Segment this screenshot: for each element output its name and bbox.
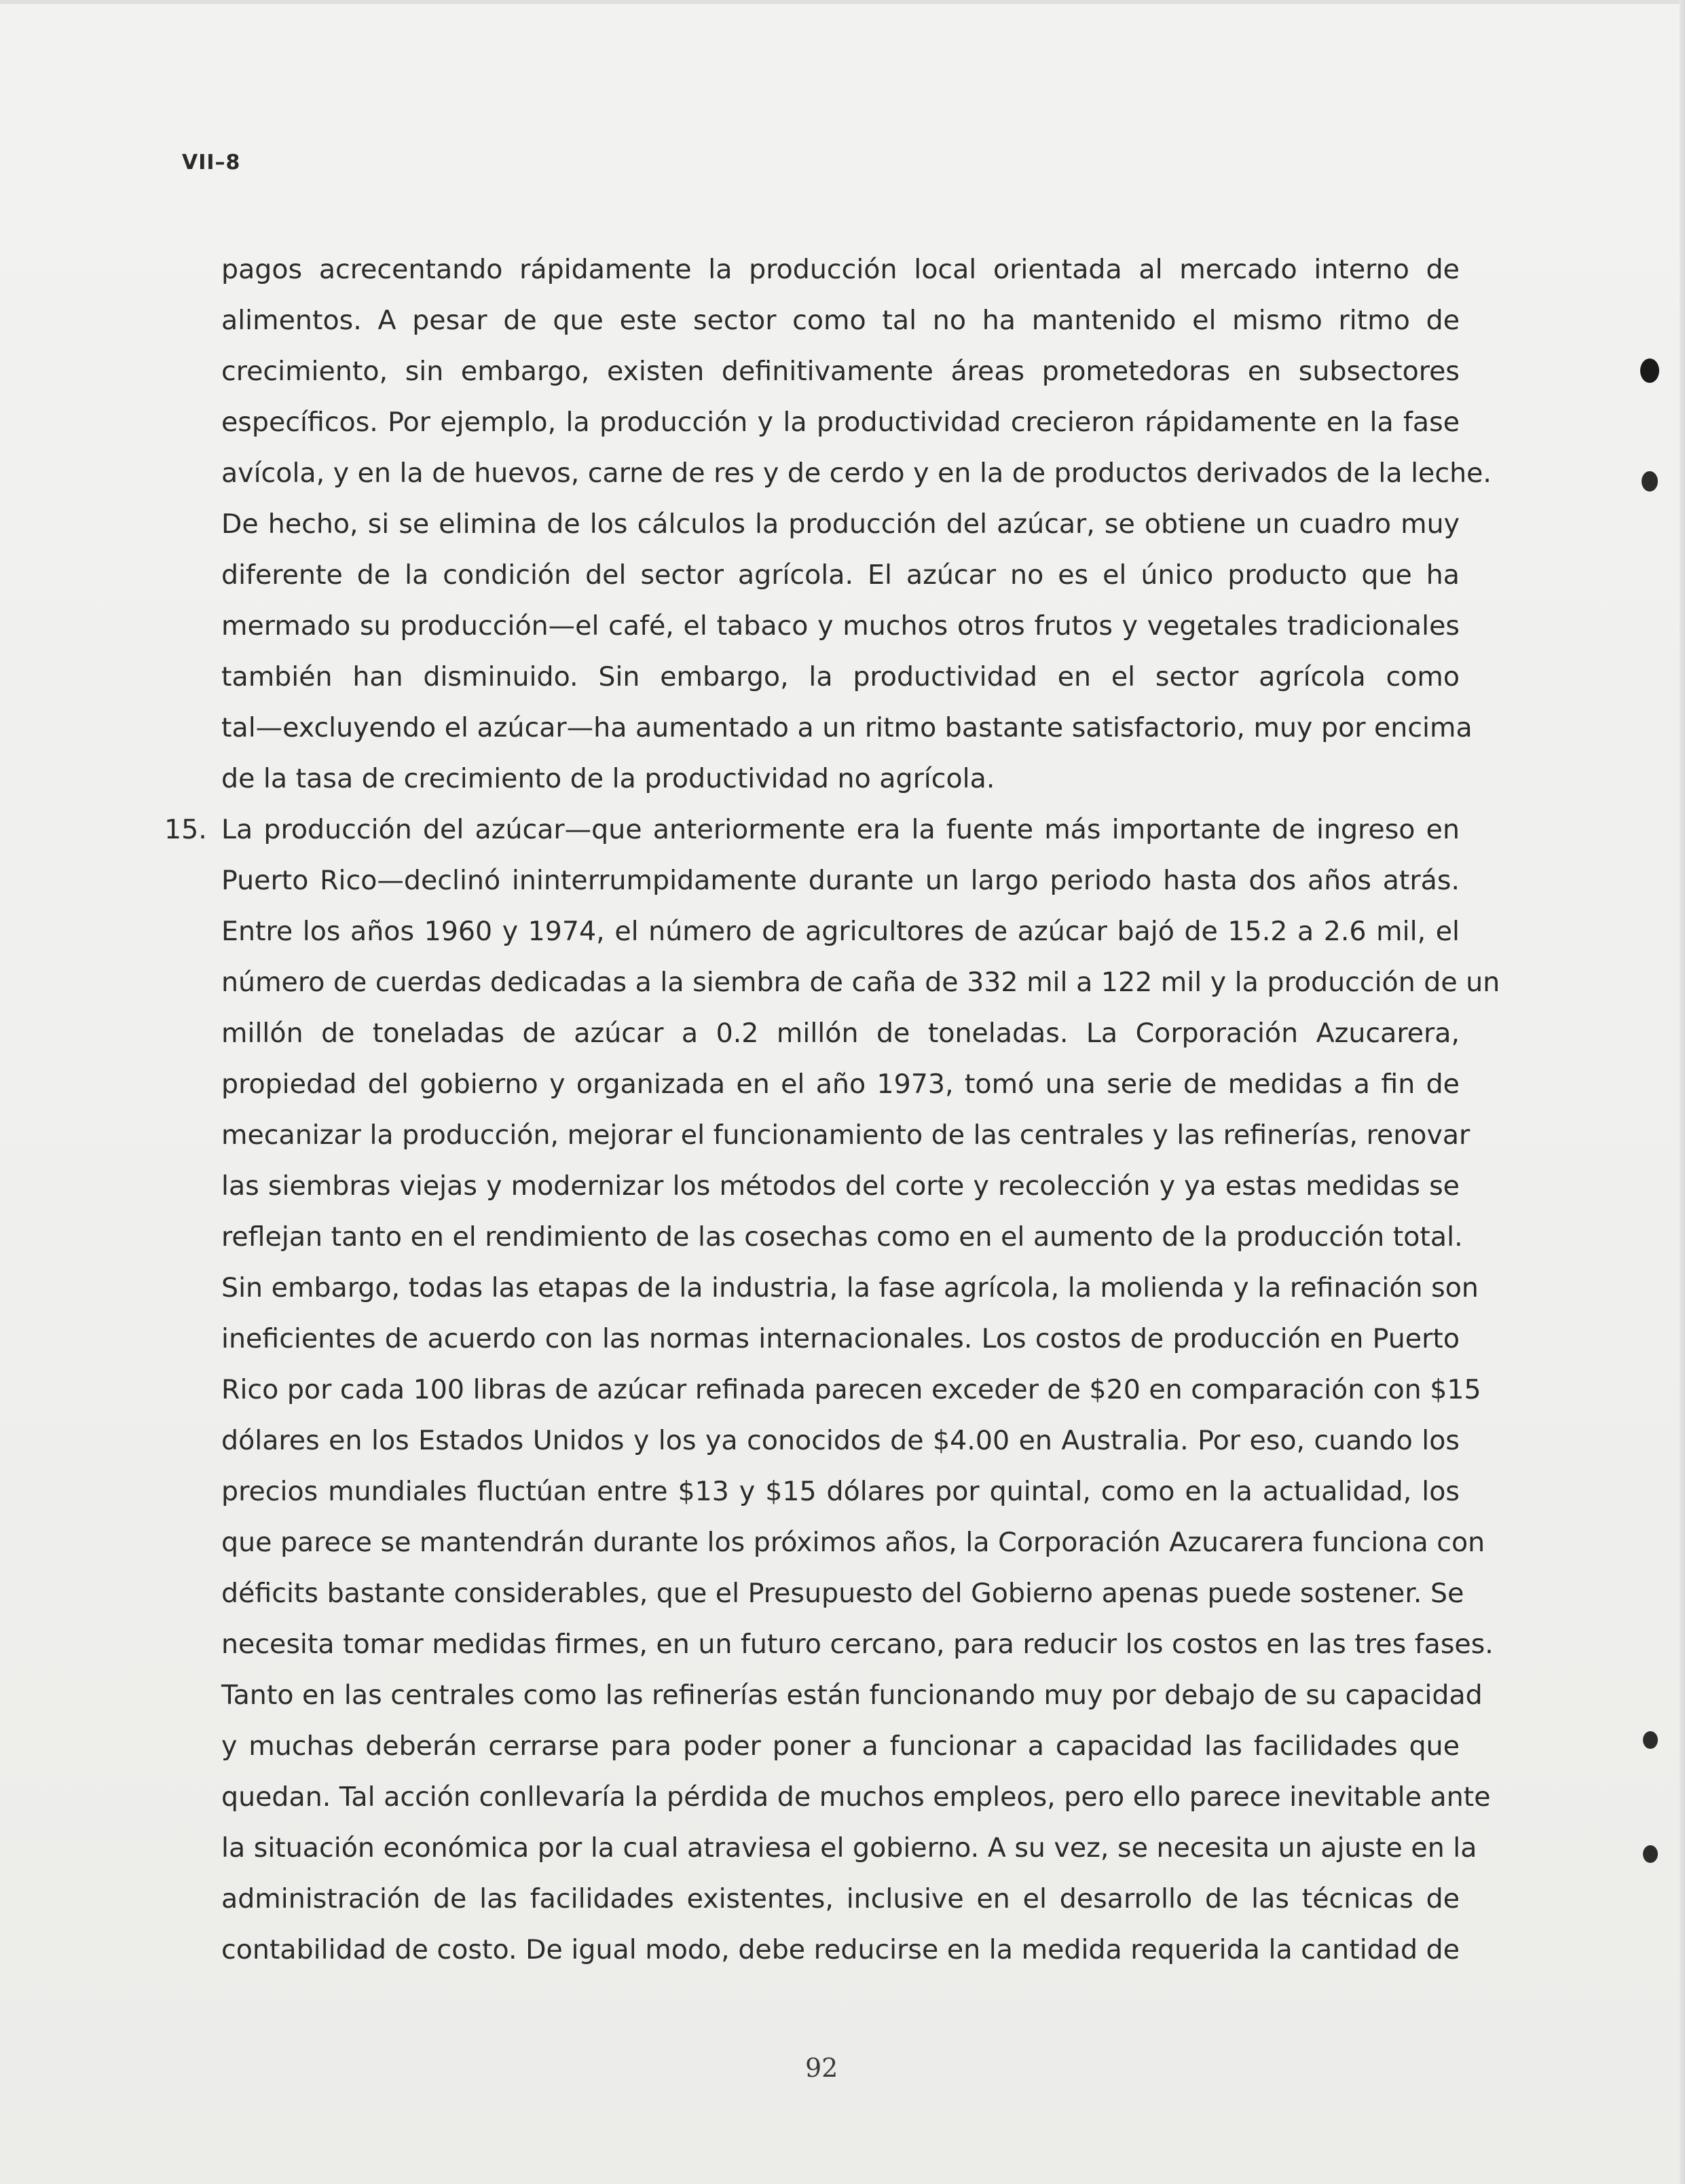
text-line: mecanizar la producción, mejorar el funcionamiento de las centrales y las refinerías, renovar [221,1119,1470,1151]
text-line: contabilidad de costo. De igual modo, debe reducirse en la medida requerida la cantidad de [221,1934,1460,1965]
text-line: alimentos. A pesar de que este sector como tal no ha mantenido el mismo ritmo de [221,305,1460,336]
text-line: quedan. Tal acción conllevaría la pérdida de muchos empleos, pero ello parece inevitable ante [221,1781,1491,1813]
text-line: avícola, y en la de huevos, carne de res y de cerdo y en la de productos derivados de la leche. [221,458,1492,489]
text-line: diferente de la condición del sector agrícola. El azúcar no es el único producto que ha [221,559,1460,591]
text-line: reflejan tanto en el rendimiento de las cosechas como en el aumento de la producción total. [221,1221,1463,1253]
punch-hole-mark [1640,358,1659,383]
text-line: la situación económica por la cual atraviesa el gobierno. A su vez, se necesita un ajuste en la [221,1832,1477,1864]
text-line: De hecho, si se elimina de los cálculos la producción del azúcar, se obtiene un cuadro muy [221,508,1460,540]
punch-hole-mark [1643,1845,1658,1863]
text-line: de la tasa de crecimiento de la productividad no agrícola. [221,763,995,794]
text-line: ineficientes de acuerdo con las normas internacionales. Los costos de producción en Puerto [221,1323,1460,1354]
punch-hole-mark [1643,1731,1658,1749]
text-line: La producción del azúcar—que anteriormente era la fuente más importante de ingreso en [221,814,1460,845]
text-line: específicos. Por ejemplo, la producción y la productividad crecieron rápidamente en la fase [221,407,1460,438]
text-line: propiedad del gobierno y organizada en el año 1973, tomó una serie de medidas a fin de [221,1069,1460,1100]
text-line: administración de las facilidades existentes, inclusive en el desarrollo de las técnicas de [221,1883,1460,1914]
text-line: millón de toneladas de azúcar a 0.2 millón de toneladas. La Corporación Azucarera, [221,1018,1460,1049]
text-line: déficits bastante considerables, que el Presupuesto del Gobierno apenas puede sostener. Se [221,1578,1464,1609]
text-line: Rico por cada 100 libras de azúcar refinada parecen exceder de $20 en comparación con $15 [221,1374,1481,1405]
section-header: VII–8 [182,151,241,174]
page-number: 92 [805,2053,838,2083]
text-line: precios mundiales fluctúan entre $13 y $15 dólares por quintal, como en la actualidad, los [221,1476,1460,1507]
text-line: y muchas deberán cerrarse para poder poner a funcionar a capacidad las facilidades que [221,1730,1460,1762]
paragraph-number: 15. [164,814,207,845]
text-line: Puerto Rico—declinó ininterrumpidamente durante un largo periodo hasta dos años atrás. [221,865,1460,896]
text-line: dólares en los Estados Unidos y los ya conocidos de $4.00 en Australia. Por eso, cuando los [221,1425,1460,1456]
text-line: pagos acrecentando rápidamente la producción local orientada al mercado interno de [221,254,1460,285]
scan-edge [0,0,1685,4]
text-line: crecimiento, sin embargo, existen definitivamente áreas prometedoras en subsectores [221,356,1460,387]
punch-hole-mark [1642,471,1658,492]
text-line: Entre los años 1960 y 1974, el número de agricultores de azúcar bajó de 15.2 a 2.6 mil, el [221,916,1460,947]
text-line: también han disminuido. Sin embargo, la productividad en el sector agrícola como [221,661,1460,692]
text-line: que parece se mantendrán durante los próximos años, la Corporación Azucarera funciona con [221,1527,1485,1558]
text-line: Tanto en las centrales como las refinerías están funcionando muy por debajo de su capacidad [221,1680,1483,1711]
text-line: Sin embargo, todas las etapas de la industria, la fase agrícola, la molienda y la refinación son [221,1272,1479,1303]
text-line: tal—excluyendo el azúcar—ha aumentado a un ritmo bastante satisfactorio, muy por encima [221,712,1473,743]
scan-edge [1680,0,1685,2184]
text-line: número de cuerdas dedicadas a la siembra de caña de 332 mil a 122 mil y la producción de un [221,967,1500,998]
text-line: las siembras viejas y modernizar los métodos del corte y recolección y ya estas medidas se [221,1170,1460,1202]
text-line: necesita tomar medidas firmes, en un futuro cercano, para reducir los costos en las tres fases. [221,1629,1494,1660]
text-line: mermado su producción—el café, el tabaco y muchos otros frutos y vegetales tradicionales [221,610,1460,642]
